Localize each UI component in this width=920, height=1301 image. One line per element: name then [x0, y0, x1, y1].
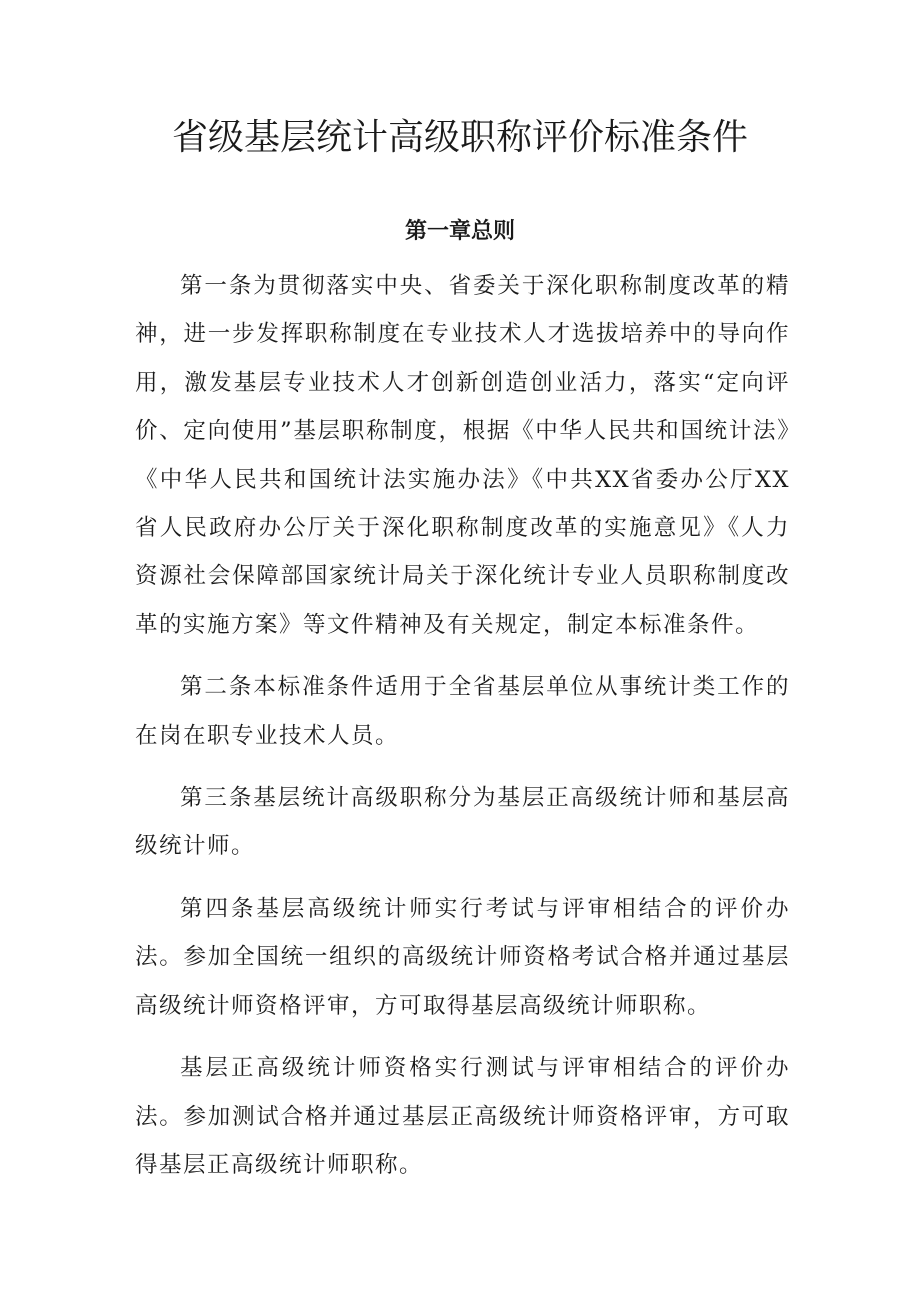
chapter-heading: 第一章总则: [404, 218, 515, 244]
document-title: 省级基层统计高级职称评价标准条件: [171, 117, 748, 158]
paragraph-article-2: 第二条本标准条件适用于全省基层单位从事统计类工作的在岗在职专业技术人员。: [135, 674, 790, 749]
paragraph-article-4: 第四条基层高级统计师实行考试与评审相结合的评价办法。参加全国统一组织的高级统计师资格考试合格并通过基层高级统计师资格评审，方可取得基层高级统计师职称。: [135, 895, 790, 1019]
paragraph-article-4-continued: 基层正高级统计师资格实行测试与评审相结合的评价办法。参加测试合格并通过基层正高级统计师资格评审，方可取得基层正高级统计师职称。: [135, 1055, 790, 1178]
document-body: [135, 262, 790, 1203]
paragraph-article-1: 第一条为贯彻落实中央、省委关于深化职称制度改革的精神，进一步发挥职称制度在专业技术人才选拔培养中的导向作用，激发基层专业技术人才创新创造创业活力，落实“定向评价、定向使用”基层职称制度，根据《中华人民共和国统计法》《中华人民共和国统计法实施办法》《中共XX省委办公厅XX省人民政府办公厅关于深化职称制度改革的实施意见》《人力资源社会保障部国家统计局关于深化统计专业人员职称制度改革的实施方案》等文件精神及有关规定，制定本标准条件。: [135, 273, 790, 638]
paragraph-article-3: 第三条基层统计高级职称分为基层正高级统计师和基层高级统计师。: [135, 785, 790, 860]
